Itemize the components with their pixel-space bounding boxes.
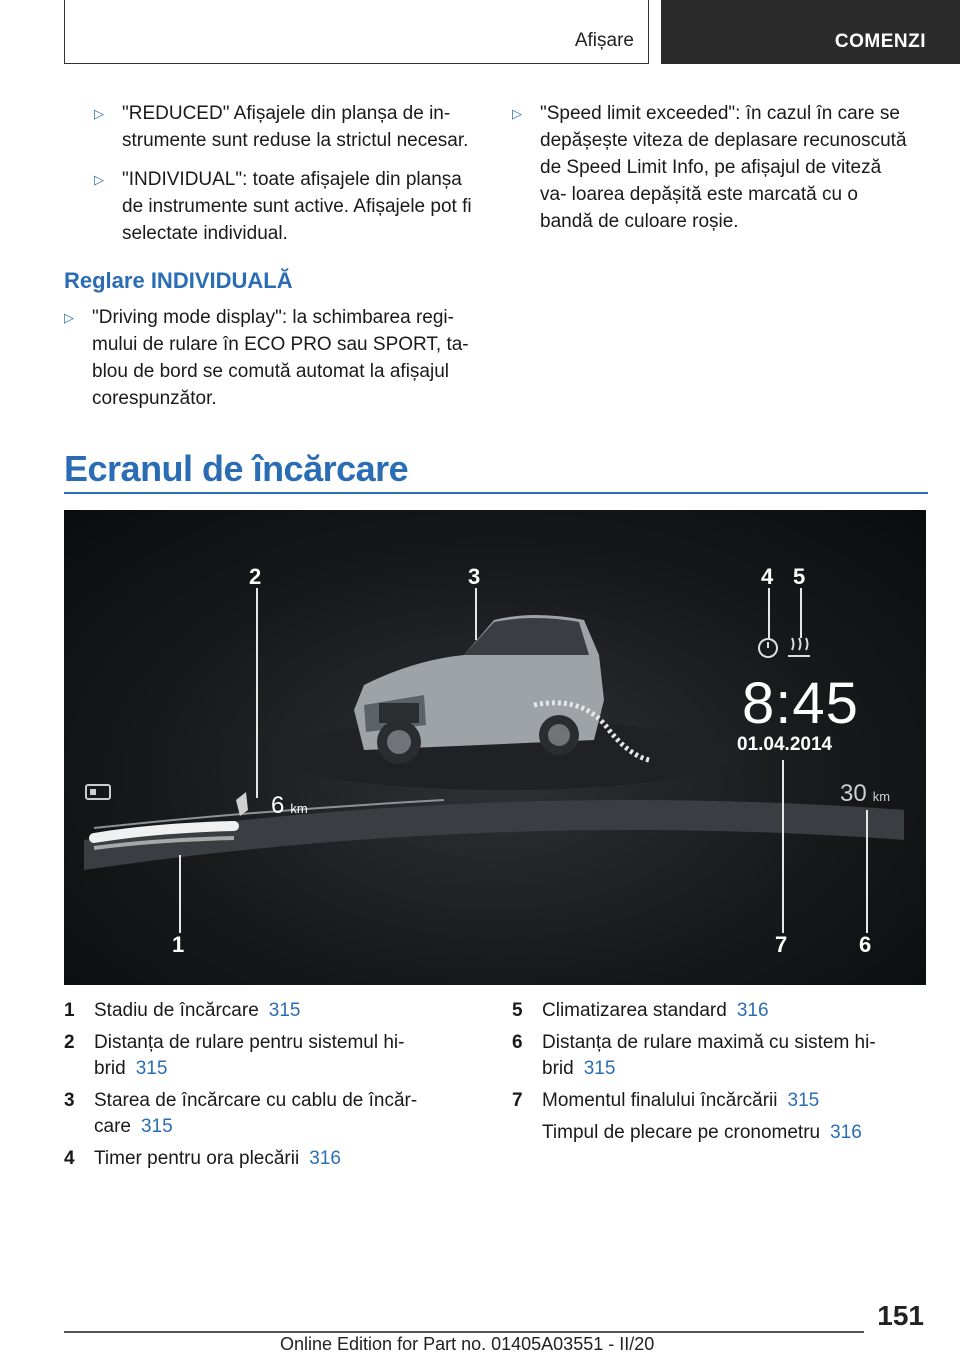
date-readout: 01.04.2014	[737, 734, 833, 755]
hybrid-range-readout	[271, 792, 308, 820]
legend-text: Distanța de rulare pentru sistemul hi- brid	[94, 1032, 405, 1079]
max-range-value: 30	[840, 780, 867, 807]
legend-right	[512, 998, 892, 1152]
legend-text: Starea de încărcare cu cablu de încăr- care	[94, 1090, 418, 1137]
legend-number: 1	[64, 1000, 75, 1021]
callout-line-7	[782, 760, 784, 933]
legend-text: Stadiu de încărcare	[94, 1000, 259, 1021]
clock-readout: 8:45	[742, 671, 859, 736]
hybrid-range-unit: km	[290, 801, 308, 816]
legend-item	[512, 1120, 892, 1146]
section-divider	[64, 492, 928, 494]
list-item-text: "Driving mode display": la schimbarea regi- mului de rulare în ECO PRO sau SPORT, ta- blou de bord se comută automat la afișajul corespunzător.	[92, 307, 469, 409]
list-item-text: "REDUCED" Afișajele din planșa de in- strumente sunt reduse la strictul necesar.	[122, 103, 469, 151]
bullet-triangle-icon: ▷	[64, 310, 74, 325]
max-range-readout	[840, 780, 890, 808]
list-item-text: "INDIVIDUAL": toate afișajele din planșa de instrumente sunt active. Afișajele pot fi selectate individual.	[122, 169, 472, 244]
legend-text: Timpul de plecare pe cronometru	[542, 1122, 821, 1143]
legend-number: 7	[512, 1090, 523, 1111]
page-reference-link[interactable]: 315	[135, 1058, 168, 1079]
charging-screen-figure	[64, 510, 926, 985]
hybrid-range-value: 6	[271, 792, 285, 819]
callout-line-4	[768, 588, 770, 638]
page-reference-link[interactable]: 315	[268, 1000, 301, 1021]
list-item	[512, 100, 912, 235]
legend-left	[64, 998, 444, 1178]
page-number: 151	[877, 1300, 924, 1331]
legend-item	[64, 1088, 444, 1140]
subheading: Reglare INDIVIDUALĂ	[64, 268, 293, 293]
legend-item	[64, 1146, 444, 1172]
legend-number: 3	[64, 1090, 75, 1111]
right-column	[512, 100, 912, 247]
page-reference-link[interactable]: 316	[736, 1000, 769, 1021]
page-reference-link[interactable]: 315	[583, 1058, 616, 1079]
footer-divider	[64, 1331, 864, 1333]
bullet-triangle-icon: ▷	[94, 106, 104, 121]
footer-edition: Online Edition for Part no. 01405A03551 - II/20	[280, 1334, 655, 1354]
legend-text: Momentul finalului încărcării	[542, 1090, 778, 1111]
list-item	[64, 100, 484, 154]
callout-line-6	[866, 810, 868, 933]
header-chapter-label: COMENZI	[834, 31, 926, 52]
legend-item	[512, 1030, 892, 1082]
callout-number: 5	[793, 564, 806, 589]
page-reference-link[interactable]: 315	[787, 1090, 820, 1111]
legend-item	[64, 1030, 444, 1082]
list-item-text: "Speed limit exceeded": în cazul în care se depășește viteza de deplasare recunoscută de Speed Limit Info, pe afișajul de viteză va- loarea depășită este marcată cu o bandă de culoare roșie.	[540, 103, 907, 232]
page-reference-link[interactable]: 316	[830, 1122, 862, 1143]
callout-number: 2	[249, 564, 262, 589]
legend-text: Timer pentru ora plecării	[94, 1148, 300, 1169]
callout-line-1	[179, 855, 181, 933]
legend-number: 6	[512, 1032, 523, 1053]
callout-number: 3	[468, 564, 481, 589]
list-item	[64, 304, 484, 412]
page-reference-link[interactable]: 316	[309, 1148, 341, 1169]
callout-line-3	[475, 588, 477, 640]
legend-item	[64, 998, 444, 1024]
legend-number: 2	[64, 1032, 75, 1053]
list-item	[64, 166, 484, 247]
left-column	[64, 100, 484, 424]
bullet-triangle-icon: ▷	[94, 172, 104, 187]
legend-text: Distanța de rulare maximă cu sistem hi- brid	[542, 1032, 876, 1079]
legend-item	[512, 1088, 892, 1114]
legend-number: 4	[64, 1148, 75, 1169]
legend-text: Climatizarea standard	[542, 1000, 727, 1021]
section-title: Ecranul de încărcare	[64, 448, 409, 489]
callout-number: 7	[775, 932, 788, 957]
max-range-unit: km	[872, 789, 891, 804]
callout-line-2	[256, 588, 258, 798]
callout-number: 6	[859, 932, 872, 957]
callout-number: 1	[172, 932, 185, 957]
header-section-tab	[64, 0, 649, 64]
header-section-label: Afișare	[574, 30, 634, 51]
bullet-triangle-icon: ▷	[512, 106, 522, 121]
page-reference-link[interactable]: 315	[140, 1116, 173, 1137]
header-chapter-tab	[661, 0, 960, 64]
legend-item	[512, 998, 892, 1024]
callout-number: 4	[761, 564, 774, 589]
callout-line-5	[800, 588, 802, 638]
legend-number: 5	[512, 1000, 523, 1021]
